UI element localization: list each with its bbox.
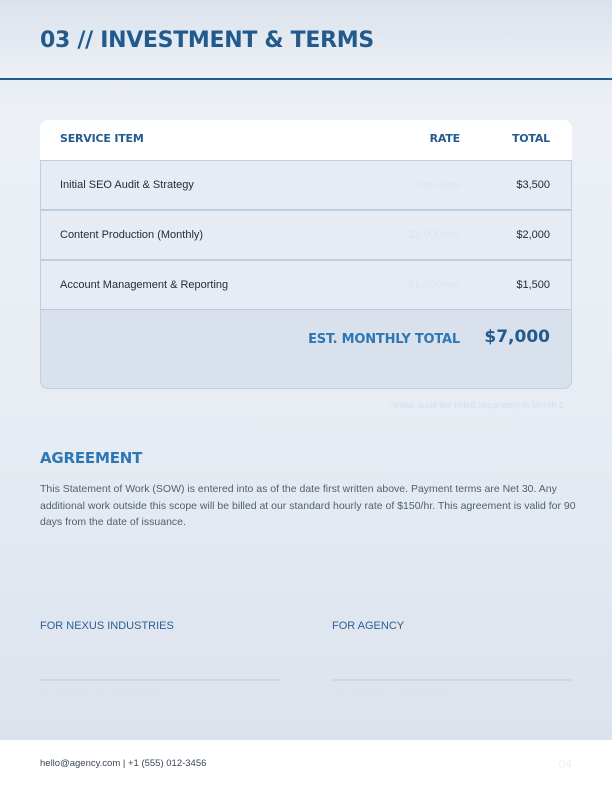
signature-caption: AUTHORIZED SIGNATURE (40, 689, 161, 699)
table-row (40, 210, 572, 261)
column-header-rate: RATE (429, 132, 460, 145)
table-footnote: *Initial audit fee billed separately in Month 1 (390, 400, 564, 410)
table-row (40, 260, 572, 311)
signature-line[interactable] (40, 679, 280, 681)
signature-block-client (40, 620, 280, 699)
rate-cell: One-time (414, 179, 460, 191)
signature-title: FOR AGENCY (332, 620, 405, 632)
total-value: $7,000 (484, 327, 550, 347)
total-cell: $2,000 (516, 229, 550, 241)
service-item-cell: Initial SEO Audit & Strategy (60, 179, 194, 191)
service-item-cell: Account Management & Reporting (60, 279, 229, 291)
total-cell: $1,500 (516, 279, 550, 291)
rate-cell: $1,500/mo (408, 279, 460, 291)
page-title: 03 // INVESTMENT & TERMS (40, 28, 374, 53)
rate-cell: $2,000/mo (408, 229, 460, 241)
table-header (40, 120, 572, 160)
page-footer (0, 740, 612, 792)
page-number: 04 (558, 757, 572, 771)
signature-caption: AUTHORIZED SIGNATURE (332, 689, 453, 699)
total-cell: $3,500 (516, 179, 550, 191)
signature-title: FOR NEXUS INDUSTRIES (40, 620, 174, 632)
signature-block-agency (332, 620, 572, 699)
investment-table (40, 120, 572, 390)
total-label: EST. MONTHLY TOTAL (308, 332, 460, 347)
agreement-body: This Statement of Work (SOW) is entered into as of the date first written above. Payment terms are Net 30. Any additional work outside this scope will be billed at our standard hourly rate of $150/hr. This agreement is valid for 90 days from the date of issuance. (40, 483, 576, 528)
service-item-cell: Content Production (Monthly) (60, 229, 204, 241)
table-total-row (40, 310, 572, 389)
table-row (40, 160, 572, 211)
signature-line[interactable] (332, 679, 572, 681)
footer-contact: hello@agency.com | +1 (555) 012-3456 (40, 758, 207, 769)
column-header-service-item: SERVICE ITEM (60, 132, 144, 145)
agreement-heading: AGREEMENT (40, 449, 143, 467)
column-header-total: TOTAL (511, 132, 550, 145)
page-header (0, 0, 612, 80)
